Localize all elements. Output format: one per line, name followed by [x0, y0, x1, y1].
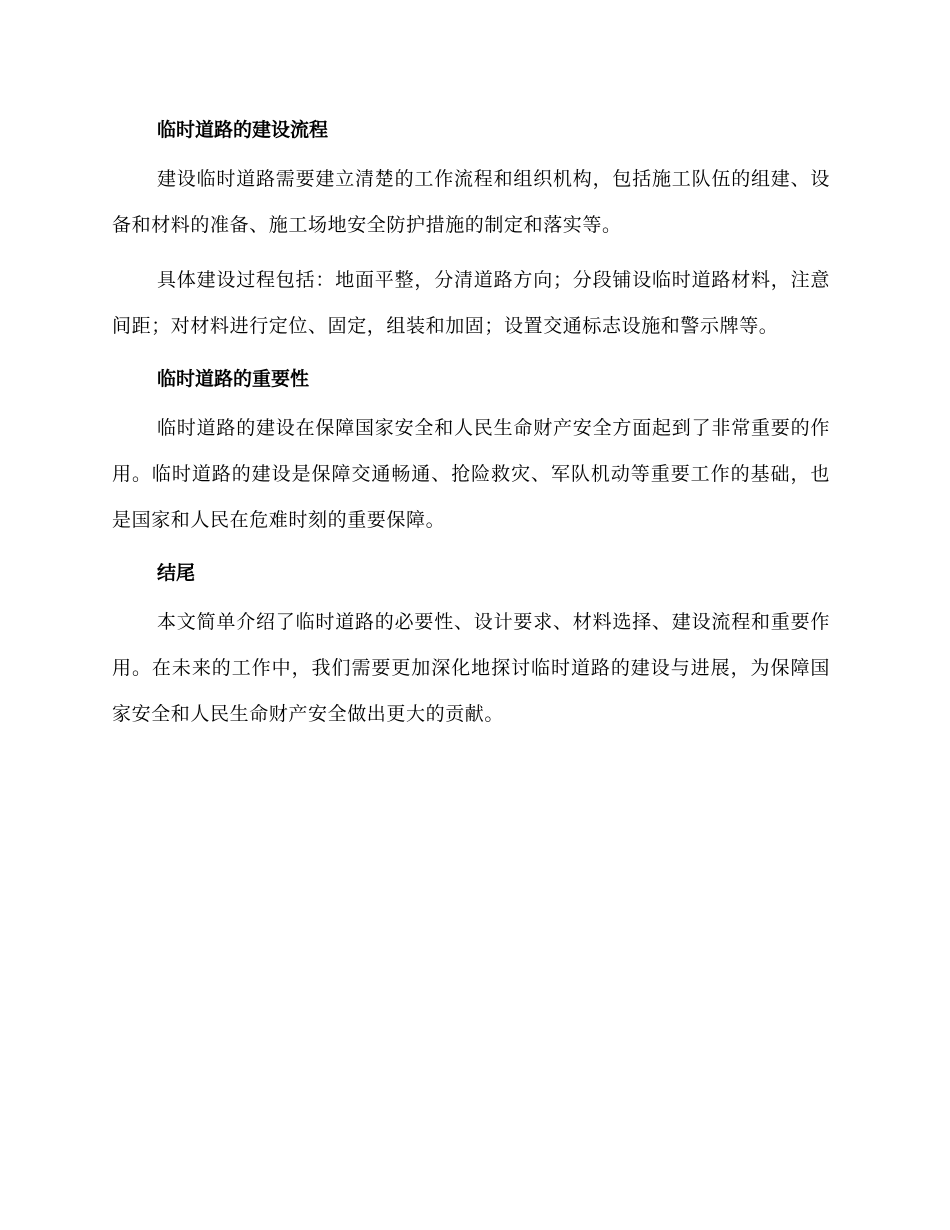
section-heading-importance: 临时道路的重要性 — [157, 368, 310, 390]
document-page — [112, 114, 830, 737]
paragraph-construction-steps: 具体建设过程包括：地面平整，分清道路方向；分段铺设临时道路材料，注意间距；对材料进行定位、固定，组装和加固；设置交通标志设施和警示牌等。 — [112, 269, 830, 337]
section-heading-construction-process: 临时道路的建设流程 — [157, 119, 329, 141]
section-heading-conclusion: 结尾 — [157, 562, 196, 584]
paragraph-workflow: 建设临时道路需要建立清楚的工作流程和组织机构，包括施工队伍的组建、设备和材料的准备、施工场地安全防护措施的制定和落实等。 — [112, 168, 830, 236]
paragraph-conclusion: 本文简单介绍了临时道路的必要性、设计要求、材料选择、建设流程和重要作用。在未来的工作中，我们需要更加深化地探讨临时道路的建设与进展，为保障国家安全和人民生命财产安全做出更大的贡献。 — [112, 611, 830, 725]
paragraph-importance: 临时道路的建设在保障国家安全和人民生命财产安全方面起到了非常重要的作用。临时道路的建设是保障交通畅通、抢险救灾、军队机动等重要工作的基础，也是国家和人民在危难时刻的重要保障。 — [112, 417, 830, 531]
